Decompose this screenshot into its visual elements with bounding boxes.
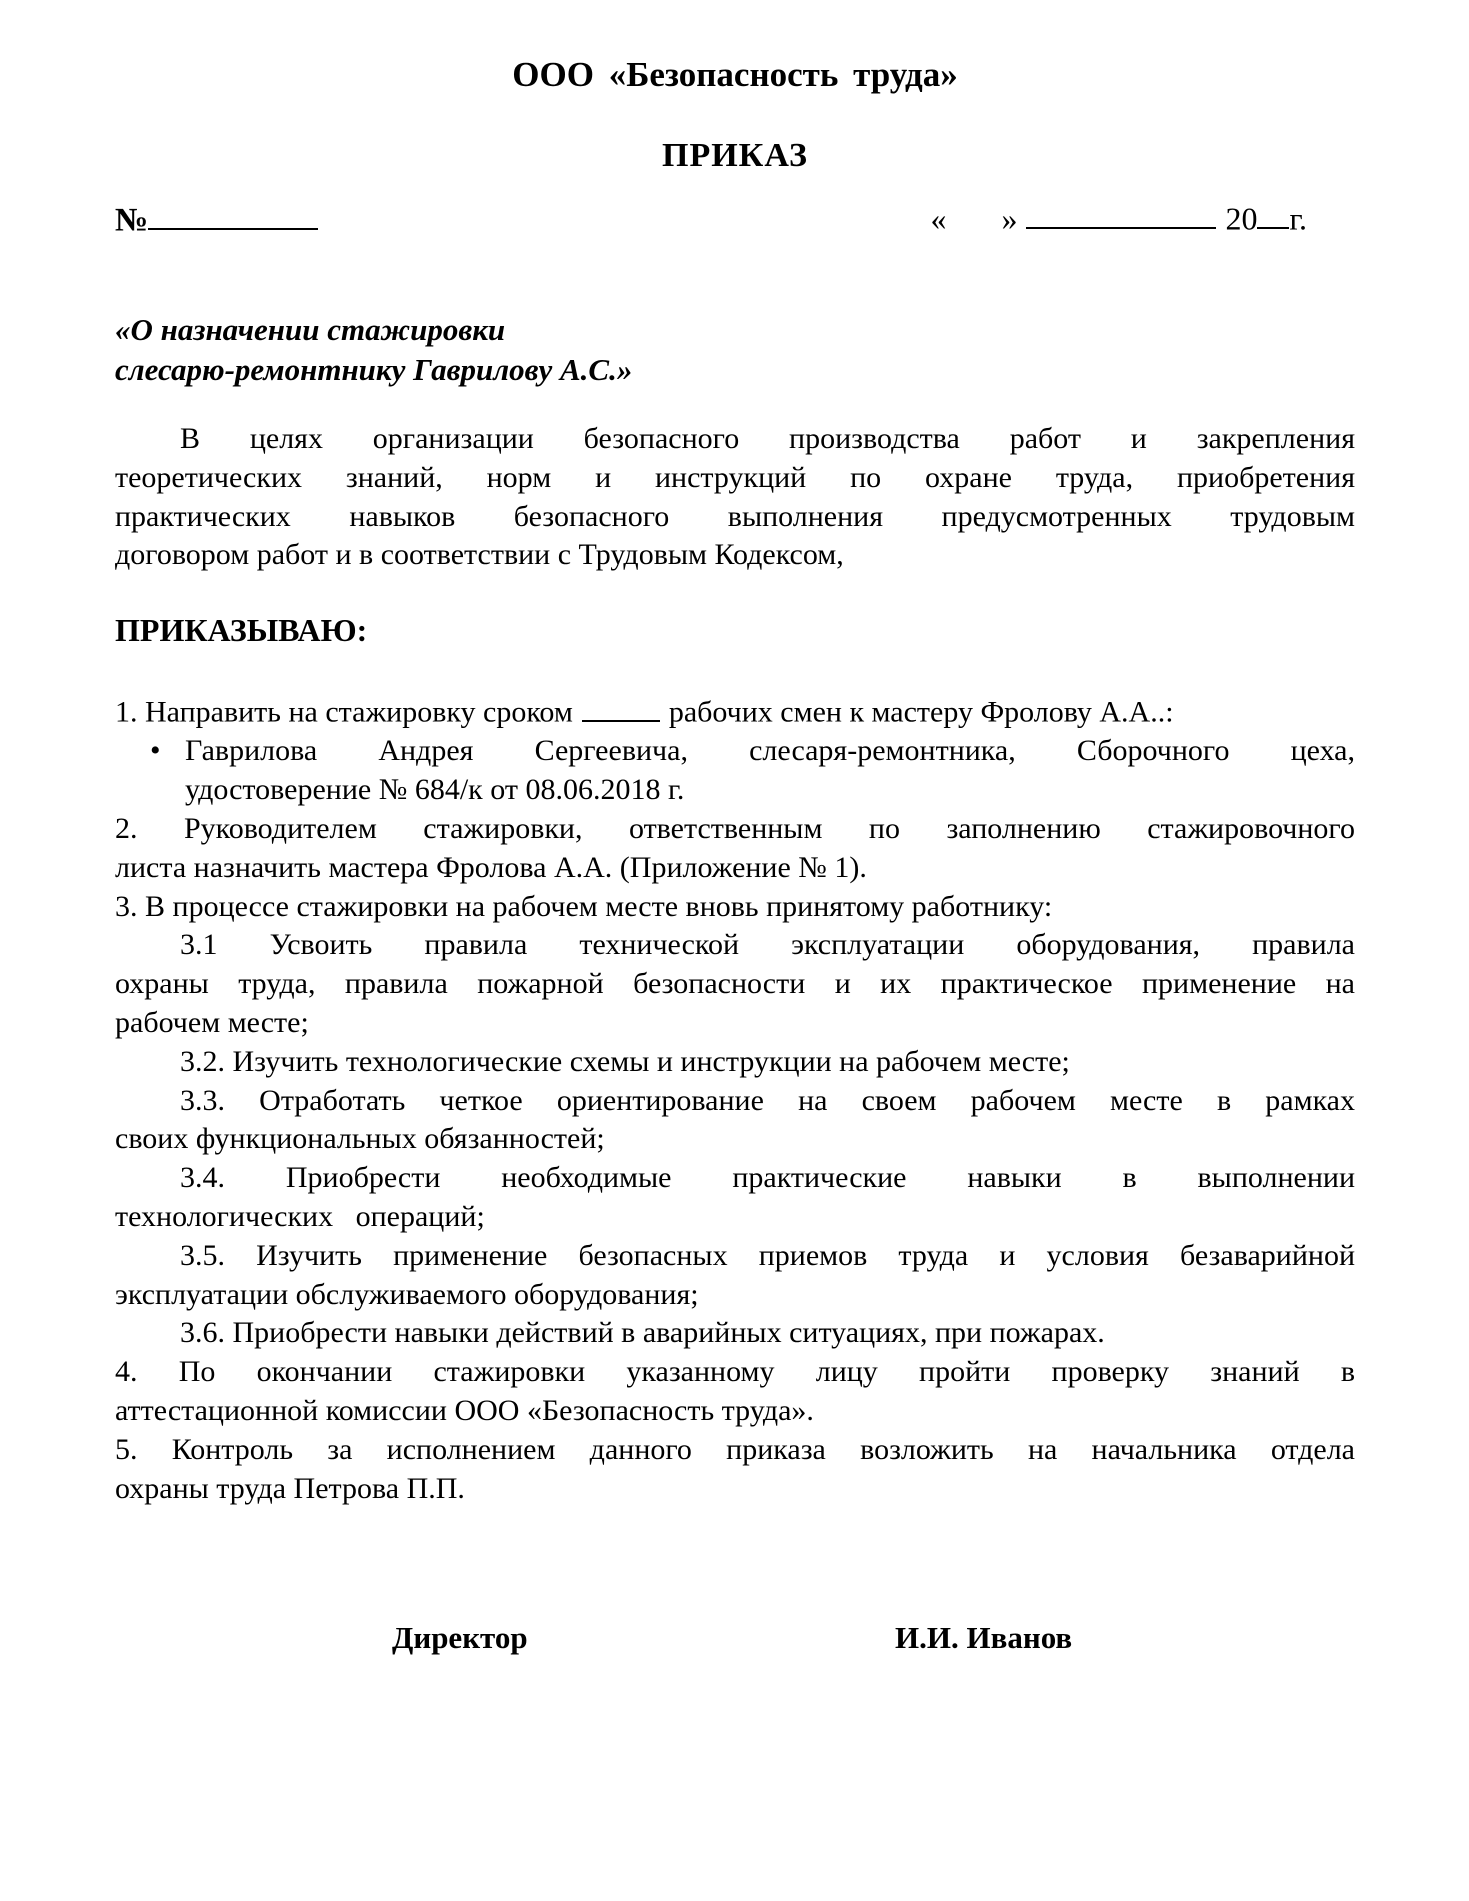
text-line: 5. Контроль за исполнением данного приказа возложить на начальника отдела: [115, 1432, 1355, 1466]
text-line: рабочем месте;: [115, 1005, 309, 1039]
year-prefix: 20: [1225, 200, 1258, 237]
text-line: охраны труда Петрова П.П.: [115, 1471, 465, 1505]
text-line: договором работ и в соответствии с Трудовым Кодексом,: [115, 538, 844, 572]
list-item-3-4: [115, 1159, 1355, 1237]
text-line: эксплуатации обслуживаемого оборудования;: [115, 1277, 699, 1311]
text-line: В целях организации безопасного производства работ и закрепления: [180, 422, 1355, 455]
shifts-count-blank: [582, 692, 660, 722]
text-line: слесарю-ремонтнику Гаврилову А.С.»: [115, 352, 633, 387]
list-item-3-3: [115, 1082, 1355, 1160]
list-item-4: [115, 1353, 1355, 1431]
text-line: 3. В процессе стажировки на рабочем месте вновь принятому работнику:: [115, 889, 1053, 923]
document-title: ПРИКАЗ: [662, 137, 808, 174]
text-line: 3.2. Изучить технологические схемы и инструкции на рабочем месте;: [180, 1044, 1070, 1078]
text-line: 2. Руководителем стажировки, ответственным по заполнению стажировочного: [115, 811, 1355, 845]
item-1-text-after: рабочих смен к мастеру Фролову А.А..:: [668, 695, 1174, 729]
month-blank: [1026, 198, 1216, 229]
text-line: Гаврилова Андрея Сергеевича, слесаря-ремонтника, Сборочного цеха,: [185, 734, 1355, 768]
bullet-list-item: [115, 732, 1355, 810]
text-line: удостоверение № 684/к от 08.06.2018 г.: [185, 773, 685, 807]
list-item-3-6: [115, 1314, 1355, 1353]
open-quote-icon: «: [930, 200, 947, 237]
list-item-3-5: [115, 1237, 1355, 1315]
text-line: практических навыков безопасного выполнения предусмотренных трудовым: [115, 499, 1355, 533]
text-line: 3.6. Приобрести навыки действий в аварийных ситуациях, при пожарах.: [180, 1316, 1105, 1350]
text-line: листа назначить мастера Фролова А.А. (Приложение № 1).: [115, 850, 867, 884]
list-item-3-1: [115, 926, 1355, 1042]
bullet-item-text: [185, 732, 1355, 810]
text-line: 3.1 Усвоить правила технической эксплуатации оборудования, правила: [180, 928, 1355, 962]
number-sign: №: [115, 202, 149, 239]
signature-name: И.И. Иванов: [895, 1620, 1073, 1655]
preamble-paragraph: [115, 420, 1355, 575]
text-line: технологических операций;: [115, 1199, 485, 1233]
list-item-3: [115, 888, 1355, 927]
number-date-row: [115, 198, 1355, 239]
text-line: «О назначении стажировки: [115, 312, 506, 347]
list-item-2: [115, 810, 1355, 888]
list-item-1: [115, 692, 1355, 732]
order-items: [115, 692, 1355, 1508]
order-number-blank: [148, 198, 318, 230]
company-name: ООО «Безопасность труда»: [512, 55, 958, 94]
order-date: [930, 198, 1307, 239]
list-item-3-2: [115, 1043, 1355, 1082]
text-line: 4. По окончании стажировки указанному лицу пройти проверку знаний в: [115, 1355, 1355, 1389]
year-blank: [1257, 198, 1289, 229]
subject-heading: [115, 310, 1355, 390]
list-item-5: [115, 1431, 1355, 1509]
close-quote-icon: »: [1001, 200, 1018, 237]
signature-role: Директор: [392, 1620, 528, 1655]
order-number: [115, 198, 318, 239]
text-line: теоретических знаний, норм и инструкций по охране труда, приобретения: [115, 460, 1355, 494]
text-line: своих функциональных обязанностей;: [115, 1122, 605, 1156]
signature-row: [115, 1620, 1355, 1660]
year-suffix: г.: [1289, 200, 1307, 237]
item-1-text-before: 1. Направить на стажировку сроком: [115, 695, 573, 729]
text-line: аттестационной комиссии ООО «Безопасность труда».: [115, 1393, 814, 1427]
text-line: 3.5. Изучить применение безопасных приемов труда и условия безаварийной: [180, 1238, 1355, 1272]
text-line: 3.3. Отработать четкое ориентирование на своем рабочем месте в рамках: [180, 1083, 1355, 1117]
command-word: ПРИКАЗЫВАЮ:: [115, 612, 368, 648]
bullet-icon: •: [150, 734, 161, 768]
text-line: 3.4. Приобрести необходимые практические навыки в выполнении: [180, 1161, 1355, 1195]
text-line: охраны труда, правила пожарной безопасности и их практическое применение на: [115, 967, 1355, 1001]
